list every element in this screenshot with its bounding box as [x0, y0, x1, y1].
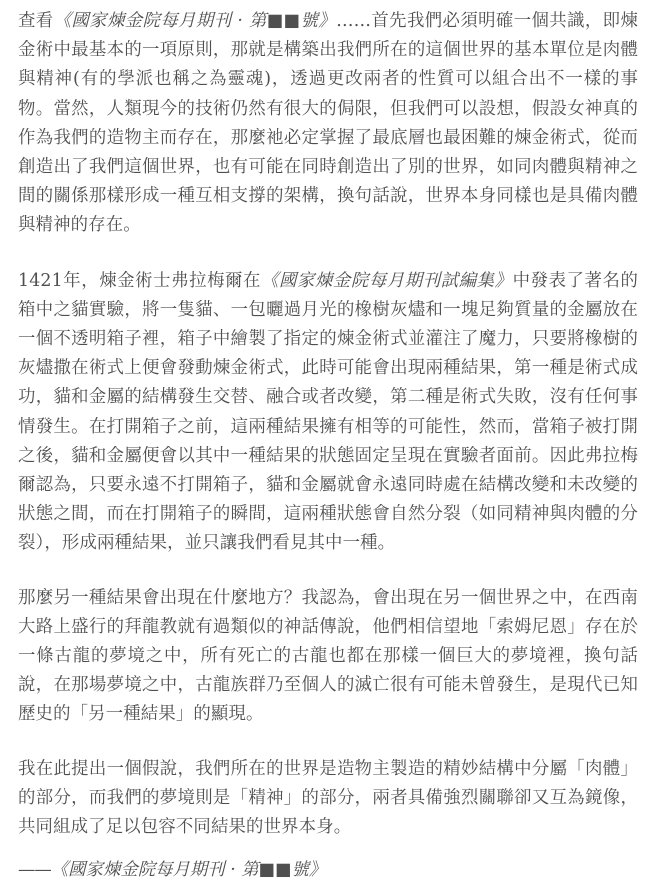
paragraph-2-body: 中發表了著名的箱中之貓實驗，將一隻貓、一包曬過月光的橡樹灰燼和一塊足夠質量的金屬放在一個不透明箱子裡，箱子中繪製了指定的煉金術式並灌注了魔力，只要將橡樹的灰燼撒在術式上便會發動煉金術式，此時可能會出現兩種結果，第一種是術式成功，貓和金屬的結構發生交替、融合或者改變，第二種是術式失敗，沒有任何事情發生。在打開箱子之前，這兩種結果擁有相等的可能性，然而，當箱子被打開之後，貓和金屬便會以其中一種結果的狀態固定呈現在實驗者面前。因此弗拉梅爾認為，只要永遠不打開箱子，貓和金屬就會永遠同時處在結構改變和未改變的狀態之間，而在打開箱子的瞬間，這兩種狀態會自然分裂（如同精神與肉體的分裂），形成兩種結果，並只讓我們看見其中一種。 — [18, 270, 638, 554]
signature-dash: —— — [18, 860, 51, 881]
paragraph-4 — [18, 755, 638, 843]
journal-citation: 《國家煉金院每月期刊 · 第■■號》 — [53, 11, 337, 31]
source-signature — [18, 856, 638, 885]
paragraph-3-body: 那麼另一種結果會出現在什麼地方？我認為，會出現在另一個世界之中，在西南大路上盛行的拜龍教就有過類似的神話傳說，他們相信望地「索姆尼恩」存在於一條古龍的夢境之中，所有死亡的古龍也都在那樣一個巨大的夢境裡，換句話說，在那場夢境之中，古龍族群乃至個人的滅亡很有可能未曾發生，是現代已知歷史的「另一種結果」的顯現。 — [18, 587, 638, 725]
signature-source: 《國家煉金院每月期刊 · 第■■號》 — [50, 860, 327, 881]
paragraph-1 — [18, 7, 638, 241]
paragraph-1-body: ……首先我們必須明確一個共識，即煉金術中最基本的一項原則，那就是構築出我們所在的這個世界的基本單位是肉體與精神(有的學派也稱之為靈魂)，透過更改兩者的性質可以組合出不一樣的事物。當然，人類現今的技術仍然有很大的侷限，但我們可以設想，假設女神真的作為我們的造物主而存在，那麼祂必定掌握了最底層也最困難的煉金術式，從而創造出了我們這個世界，也有可能在同時創造出了別的世界，如同肉體與精神之間的關係那樣形成一種互相支撐的架構，換句話說，世界本身同樣也是具備肉體與精神的存在。 — [18, 11, 638, 236]
article-body — [18, 7, 638, 885]
paragraph-3 — [18, 584, 638, 730]
paragraph-2-lead: 1421年，煉金術士弗拉梅爾在 — [18, 270, 261, 291]
trial-edition-citation: 《國家煉金院每月期刊試編集》 — [261, 270, 513, 291]
paragraph-4-body: 我在此提出一個假說，我們所在的世界是造物主製造的精妙結構中分屬「肉體」的部分，而我們的夢境則是「精神」的部分，兩者具備強烈關聯卻又互為鏡像，共同組成了足以包容不同結果的世界本身。 — [18, 758, 638, 838]
paragraph-1-lead: 查看 — [18, 11, 54, 31]
paragraph-2 — [18, 267, 638, 559]
